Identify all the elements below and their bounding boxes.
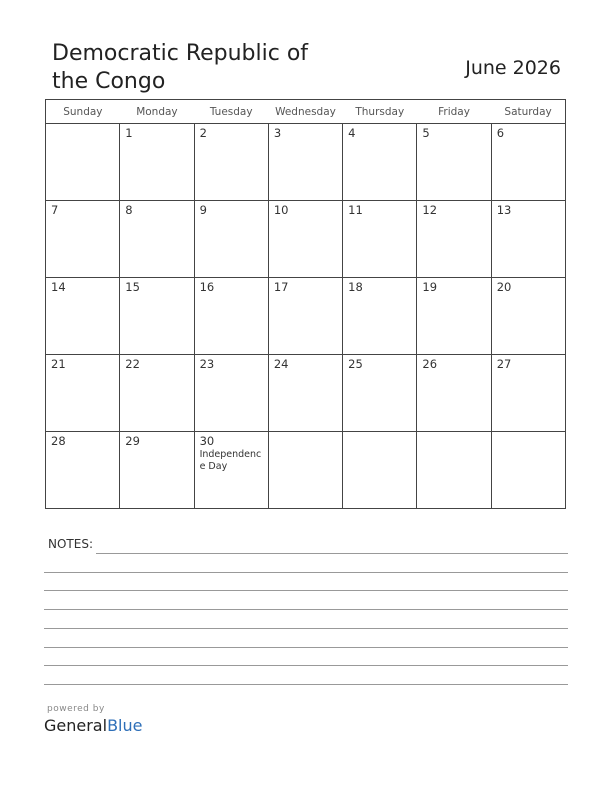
day-cell: [120, 201, 194, 278]
powered-by-text: powered by: [47, 704, 105, 714]
weekday-tuesday: Tuesday: [194, 100, 268, 124]
day-cell: [417, 432, 491, 509]
day-cell: [343, 124, 417, 201]
day-number: 21: [51, 357, 66, 371]
day-number: 12: [422, 203, 438, 217]
day-cell: [343, 432, 417, 509]
day-number: 23: [199, 357, 215, 371]
day-cell: [268, 432, 342, 509]
day-cell: [46, 124, 120, 201]
day-cell: [417, 201, 491, 278]
notes-line: [96, 553, 568, 554]
day-number: 14: [51, 280, 66, 294]
notes-line: [44, 628, 568, 629]
day-number: 18: [348, 280, 363, 294]
day-number: 11: [348, 203, 363, 217]
day-number: 10: [273, 203, 289, 217]
day-cell: [491, 432, 565, 509]
day-cell: [343, 278, 417, 355]
day-number: 16: [199, 280, 215, 294]
day-number: 28: [51, 434, 66, 448]
day-number: 3: [273, 126, 282, 140]
notes-label: NOTES:: [48, 537, 93, 551]
day-cell: [417, 355, 491, 432]
notes-line: [44, 609, 568, 610]
generalblue-logo: [44, 716, 142, 736]
notes-line: [44, 572, 568, 573]
day-number: 30: [199, 434, 215, 448]
day-number: 8: [125, 203, 133, 217]
logo-text-general: General: [44, 716, 108, 735]
day-cell: [194, 278, 268, 355]
notes-line: [44, 590, 568, 591]
day-number: 5: [422, 126, 430, 140]
day-cell: [46, 355, 120, 432]
day-cell: [268, 355, 342, 432]
page-title: Democratic Republic of the Congo: [52, 41, 309, 94]
day-number: 2: [199, 126, 207, 140]
month-year-label: June 2026: [465, 57, 561, 79]
day-cell: [491, 201, 565, 278]
weekday-thursday: Thursday: [343, 100, 417, 124]
weekday-header-row: [46, 100, 566, 124]
day-cell: [343, 355, 417, 432]
day-cell: [46, 278, 120, 355]
week-row: [46, 124, 566, 201]
day-cell: [194, 432, 268, 509]
day-cell: [46, 432, 120, 509]
weekday-friday: Friday: [417, 100, 491, 124]
day-cell: [194, 201, 268, 278]
day-number: 26: [422, 357, 438, 371]
day-cell: [343, 201, 417, 278]
day-cell: [46, 201, 120, 278]
day-cell: [491, 124, 565, 201]
day-cell: [268, 201, 342, 278]
weekday-wednesday: Wednesday: [268, 100, 342, 124]
day-number: 25: [348, 357, 363, 371]
day-number: 6: [496, 126, 505, 140]
day-number: 4: [348, 126, 356, 140]
day-cell: [120, 432, 194, 509]
holiday-label: Independence Day: [199, 449, 262, 472]
day-cell: [268, 278, 342, 355]
weekday-saturday: Saturday: [491, 100, 565, 124]
day-number: 29: [125, 434, 140, 448]
notes-line: [44, 665, 568, 666]
calendar-grid: [45, 99, 566, 509]
notes-line: [44, 647, 568, 648]
day-number: 20: [496, 280, 512, 294]
day-number: 15: [125, 280, 140, 294]
week-row: [46, 201, 566, 278]
day-number: 24: [273, 357, 289, 371]
day-number: 19: [422, 280, 438, 294]
weekday-sunday: Sunday: [46, 100, 120, 124]
day-number: 1: [125, 126, 133, 140]
day-number: 27: [496, 357, 512, 371]
day-number: 13: [496, 203, 512, 217]
weekday-monday: Monday: [120, 100, 194, 124]
day-cell: [194, 124, 268, 201]
week-row: [46, 278, 566, 355]
day-cell: [491, 278, 565, 355]
day-cell: [194, 355, 268, 432]
day-cell: [120, 124, 194, 201]
day-cell: [491, 355, 565, 432]
day-number: 9: [199, 203, 207, 217]
day-cell: [417, 124, 491, 201]
day-number: 7: [51, 203, 59, 217]
day-cell: [120, 355, 194, 432]
day-number: 17: [273, 280, 289, 294]
logo-text-blue: Blue: [107, 716, 143, 735]
day-cell: [120, 278, 194, 355]
notes-line: [44, 684, 568, 685]
day-cell: [417, 278, 491, 355]
day-number: 22: [125, 357, 140, 371]
week-row: [46, 355, 566, 432]
week-row: [46, 432, 566, 509]
day-cell: [268, 124, 342, 201]
